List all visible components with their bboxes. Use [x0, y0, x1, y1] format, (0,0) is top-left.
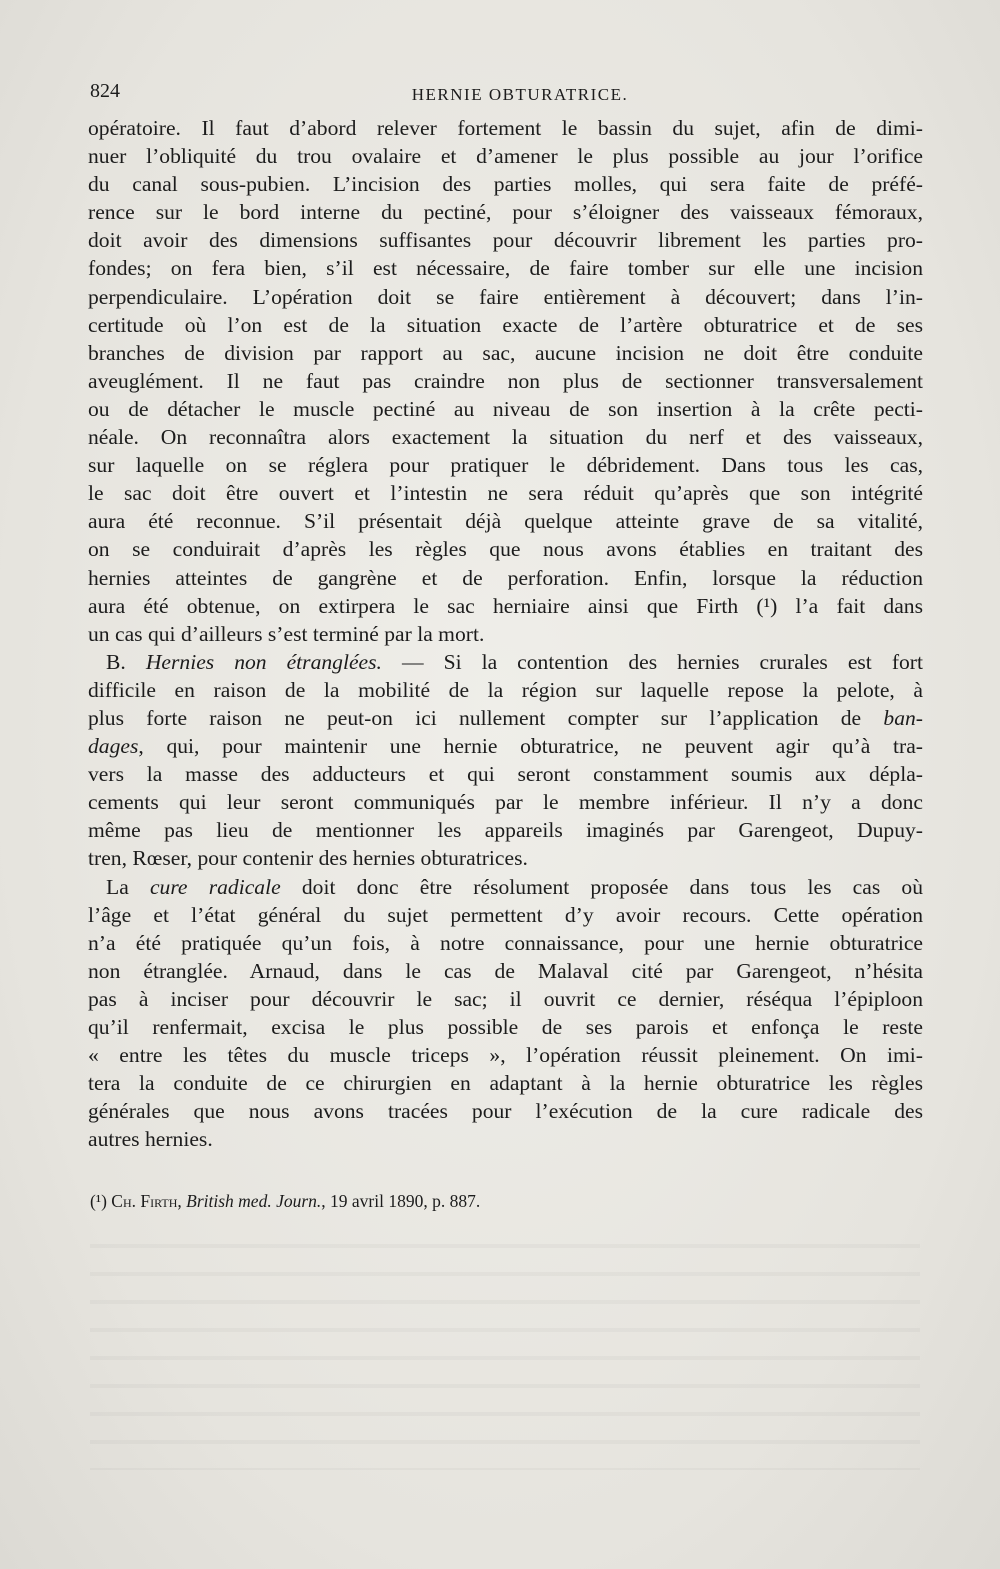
text-line: qu’il renfermait, excisa le plus possible de ses parois et enfonça le reste	[88, 1015, 923, 1039]
text-line: on se conduirait d’après les règles que nous avons établies en traitant des	[88, 537, 923, 562]
show-through-text	[90, 1230, 920, 1470]
italic-term: cure radicale	[149, 874, 281, 899]
text-line: aveuglément. Il ne faut pas craindre non plus de sectionner transversalement	[88, 368, 923, 393]
section-heading: Hernies non étranglées.	[145, 649, 382, 674]
text-line	[88, 873, 923, 901]
italic-term: ban-	[883, 705, 923, 730]
text-run: Si la contention des hernies crurales est fort	[443, 649, 923, 674]
running-title: HERNIE OBTURATRICE.	[411, 85, 629, 104]
text-line: branches de division par rapport au sac, aucune incision ne doit être conduite	[88, 340, 923, 365]
page-header	[90, 80, 920, 110]
text-line: « entre les têtes du muscle triceps », l’opération réussit pleinement. On imi-	[88, 1043, 923, 1068]
text-line: vers la masse des adducteurs et qui seront constamment soumis aux dépla-	[88, 762, 923, 787]
text-line: hernies atteintes de gangrène et de perforation. Enfin, lorsque la réduction	[88, 565, 923, 590]
text-line: opératoire. Il faut d’abord relever fortement le bassin du sujet, afin de dimi-	[88, 116, 923, 140]
text-line: du canal sous-pubien. L’incision des parties molles, qui sera faite de préfé-	[88, 172, 923, 197]
text-line: sur laquelle on se réglera pour pratiquer le débridement. Dans tous les cas,	[88, 453, 923, 478]
text-run: plus forte raison ne peut-on ici nullement compter sur l’application de	[88, 705, 884, 730]
text-line: n’a été pratiquée qu’un fois, à notre connaissance, pour une hernie obturatrice	[88, 930, 923, 955]
text-line: aura été obtenue, on extirpera le sac herniaire ainsi que Firth (¹) l’a fait dans	[88, 593, 923, 618]
text-line: autres hernies.	[88, 1127, 213, 1152]
text-line: néale. On reconnaîtra alors exactement la situation du nerf et des vaisseaux,	[88, 425, 923, 450]
text-line: perpendiculaire. L’opération doit se faire entièrement à découvert; dans l’in-	[88, 284, 923, 309]
text-line: cements qui leur seront communiqués par le membre inférieur. Il n’y a donc	[88, 790, 923, 815]
page-number: 824	[90, 80, 120, 102]
heading-dash: —	[381, 649, 444, 674]
footnote-marker: (¹)	[90, 1191, 107, 1211]
text-line: le sac doit être ouvert et l’intestin ne sera réduit qu’après que son intégrité	[88, 481, 923, 506]
section-label: B.	[106, 649, 126, 674]
text-line	[88, 732, 923, 760]
text-run: doit donc être résolument proposée dans tous les cas où	[280, 874, 923, 899]
italic-term: dages	[88, 734, 139, 759]
footnote-details: , 19 avril 1890, p. 887.	[321, 1191, 481, 1211]
footnote-author: Ch. Firth,	[111, 1191, 182, 1211]
text-line: tera la conduite de ce chirurgien en adaptant à la hernie obturatrice les règles	[88, 1071, 923, 1096]
text-line: un cas qui d’ailleurs s’est terminé par la mort.	[88, 621, 485, 646]
text-line: rence sur le bord interne du pectiné, pour s’éloigner des vaisseaux fémoraux,	[88, 200, 923, 225]
text-line: doit avoir des dimensions suffisantes pour découvrir librement les parties pro-	[88, 228, 923, 253]
text-line	[88, 704, 923, 732]
text-line: ou de détacher le muscle pectiné au niveau de son insertion à la crête pecti-	[88, 396, 923, 421]
text-run: La	[106, 874, 150, 899]
text-line: certitude où l’on est de la situation exacte de l’artère obturatrice et de ses	[88, 312, 923, 337]
text-line: générales que nous avons tracées pour l’exécution de la cure radicale des	[88, 1099, 923, 1124]
text-line: tren, Rœser, pour contenir des hernies obturatrices.	[88, 846, 528, 871]
footnote-journal: British med. Journ.	[186, 1191, 322, 1211]
text-run: , qui, pour maintenir une hernie obturatrice, ne peuvent agir qu’à tra-	[138, 734, 923, 759]
text-line: aura été reconnue. S’il présentait déjà quelque atteinte grave de sa vitalité,	[88, 509, 923, 534]
text-line: même pas lieu de mentionner les appareils imaginés par Garengeot, Dupuy-	[88, 818, 923, 843]
text-line: difficile en raison de la mobilité de la région sur laquelle repose la pelote, à	[88, 677, 923, 702]
footnote	[90, 1191, 480, 1212]
text-line: nuer l’obliquité du trou ovalaire et d’amener le plus possible au jour l’orifice	[88, 144, 923, 169]
text-line: l’âge et l’état général du sujet permettent d’y avoir recours. Cette opération	[88, 902, 923, 927]
text-line: fondes; on fera bien, s’il est nécessaire, de faire tomber sur elle une incision	[88, 256, 923, 281]
text-line: non étranglée. Arnaud, dans le cas de Malaval cité par Garengeot, n’hésita	[88, 958, 923, 983]
text-line: pas à inciser pour découvrir le sac; il ouvrit ce dernier, réséqua l’épiploon	[88, 986, 923, 1011]
body-text	[88, 114, 923, 1153]
section-b-first-line	[88, 648, 923, 676]
